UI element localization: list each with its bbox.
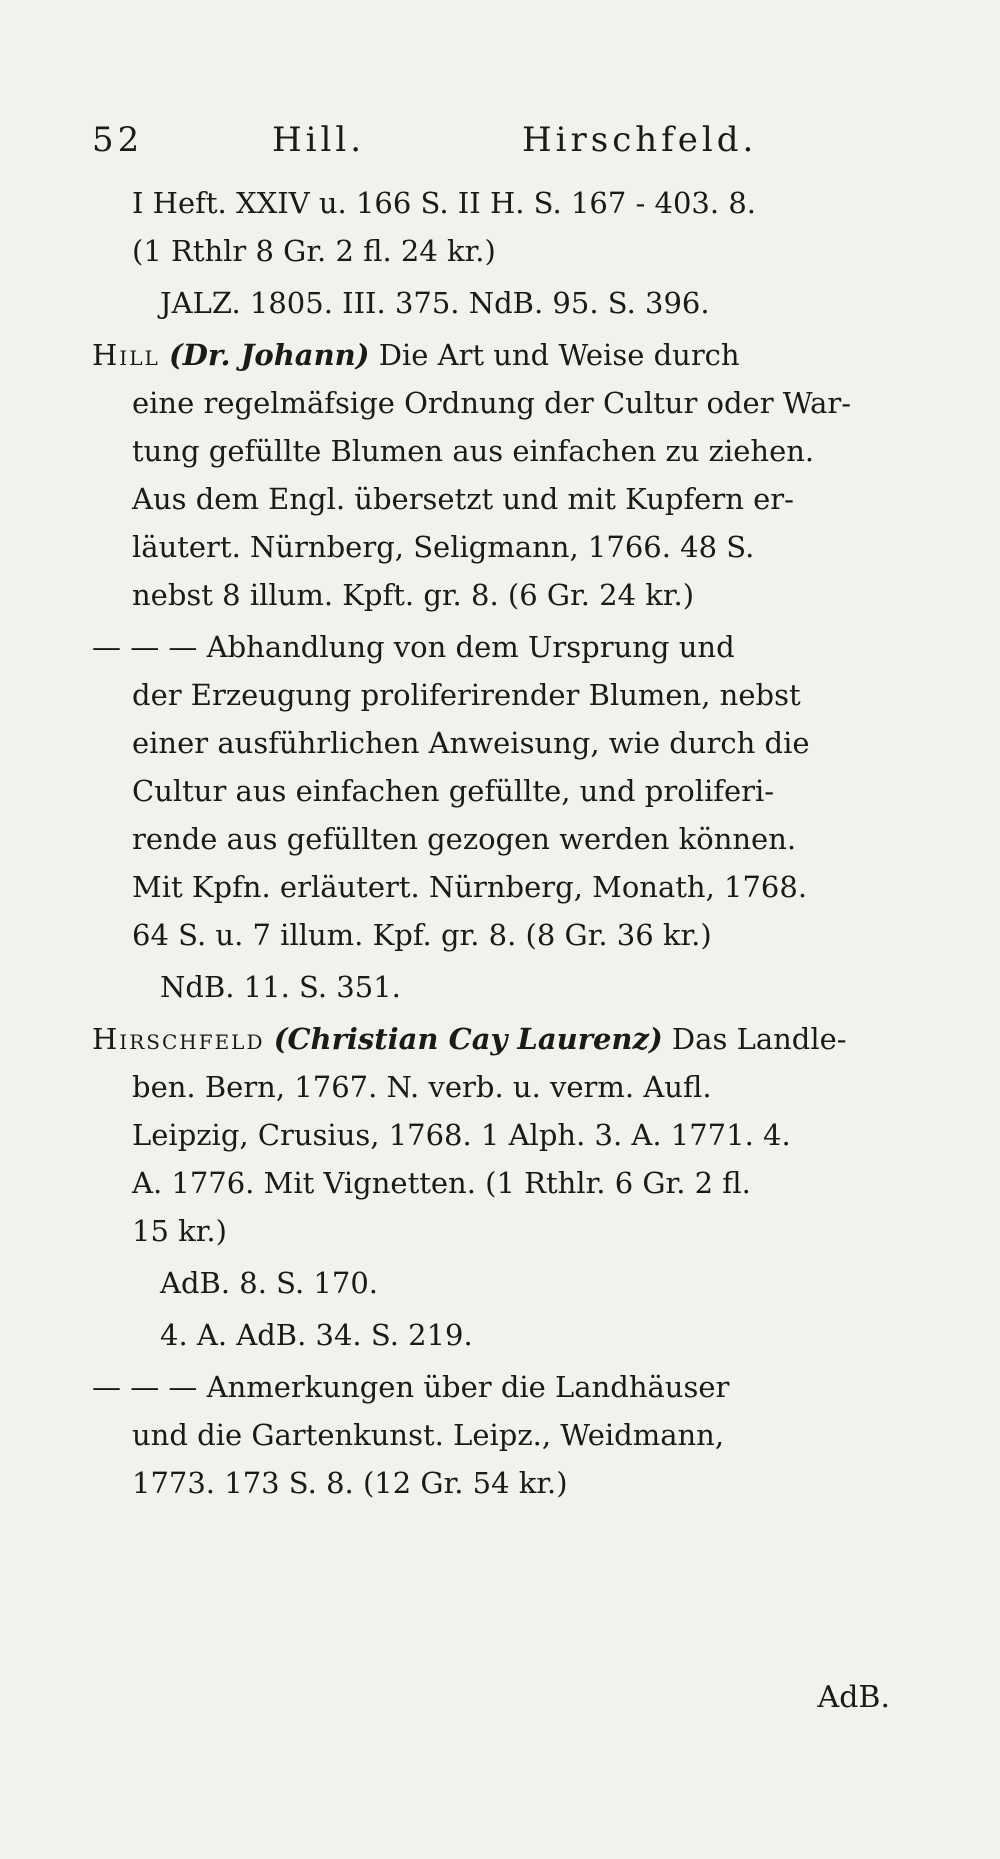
review-reference: JALZ. 1805. III. 375. NdB. 95. S. 396. — [160, 286, 710, 320]
text-line: Aus dem Engl. übersetzt und mit Kupfern er- — [132, 482, 794, 516]
text-line: — — — Anmerkungen über die Landhäuser — [92, 1370, 730, 1404]
text-line: Cultur aus einfachen gefüllte, und proliferi- — [132, 774, 775, 808]
text-line: der Erzeugung proliferirender Blumen, nebst — [132, 678, 801, 712]
header-left-title: Hill. — [272, 120, 366, 160]
text-line: rende aus gefüllten gezogen werden können. — [132, 822, 797, 856]
author-forename: (Dr. Johann) — [168, 338, 370, 372]
author-name: Hill — [92, 338, 160, 372]
text-line: ben. Bern, 1767. N. verb. u. verm. Aufl. — [132, 1070, 712, 1104]
review-reference: AdB. 8. S. 170. — [160, 1266, 378, 1300]
text-line: einer ausführlichen Anweisung, wie durch die — [132, 726, 810, 760]
entry-head-line — [92, 1022, 847, 1056]
author-forename: (Christian Cay Laurenz) — [273, 1022, 663, 1056]
entry-head-line — [92, 338, 740, 372]
text-line: eine regelmäfsige Ordnung der Cultur oder War- — [132, 386, 852, 420]
header-right-title: Hirschfeld. — [522, 120, 758, 160]
text-line: (1 Rthlr 8 Gr. 2 fl. 24 kr.) — [132, 234, 496, 268]
catchword: AdB. — [817, 1680, 890, 1715]
text-line: Die Art und Weise durch — [378, 338, 740, 372]
text-line: Das Landle- — [671, 1022, 847, 1056]
text-line: Leipzig, Crusius, 1768. 1 Alph. 3. A. 1771. 4. — [132, 1118, 791, 1152]
review-reference: 4. A. AdB. 34. S. 219. — [160, 1318, 473, 1352]
text-line: läutert. Nürnberg, Seligmann, 1766. 48 S. — [132, 530, 755, 564]
text-line: nebst 8 illum. Kpft. gr. 8. (6 Gr. 24 kr.) — [132, 578, 695, 612]
text-line: tung gefüllte Blumen aus einfachen zu ziehen. — [132, 434, 815, 468]
review-reference: NdB. 11. S. 351. — [160, 970, 401, 1004]
text-line: A. 1776. Mit Vignetten. (1 Rthlr. 6 Gr. 2 fl. — [132, 1166, 751, 1200]
text-line: und die Gartenkunst. Leipz., Weidmann, — [132, 1418, 725, 1452]
text-line: 15 kr.) — [132, 1214, 227, 1248]
page-number: 52 — [92, 120, 144, 160]
text-line: 64 S. u. 7 illum. Kpf. gr. 8. (8 Gr. 36 kr.) — [132, 918, 712, 952]
text-line: 1773. 173 S. 8. (12 Gr. 54 kr.) — [132, 1466, 568, 1500]
text-line: Mit Kpfn. erläutert. Nürnberg, Monath, 1768. — [132, 870, 808, 904]
author-name: Hirschfeld — [92, 1022, 265, 1056]
text-line: — — — Abhandlung von dem Ursprung und — [92, 630, 735, 664]
text-line: I Heft. XXIV u. 166 S. II H. S. 167 - 403. 8. — [132, 186, 756, 220]
